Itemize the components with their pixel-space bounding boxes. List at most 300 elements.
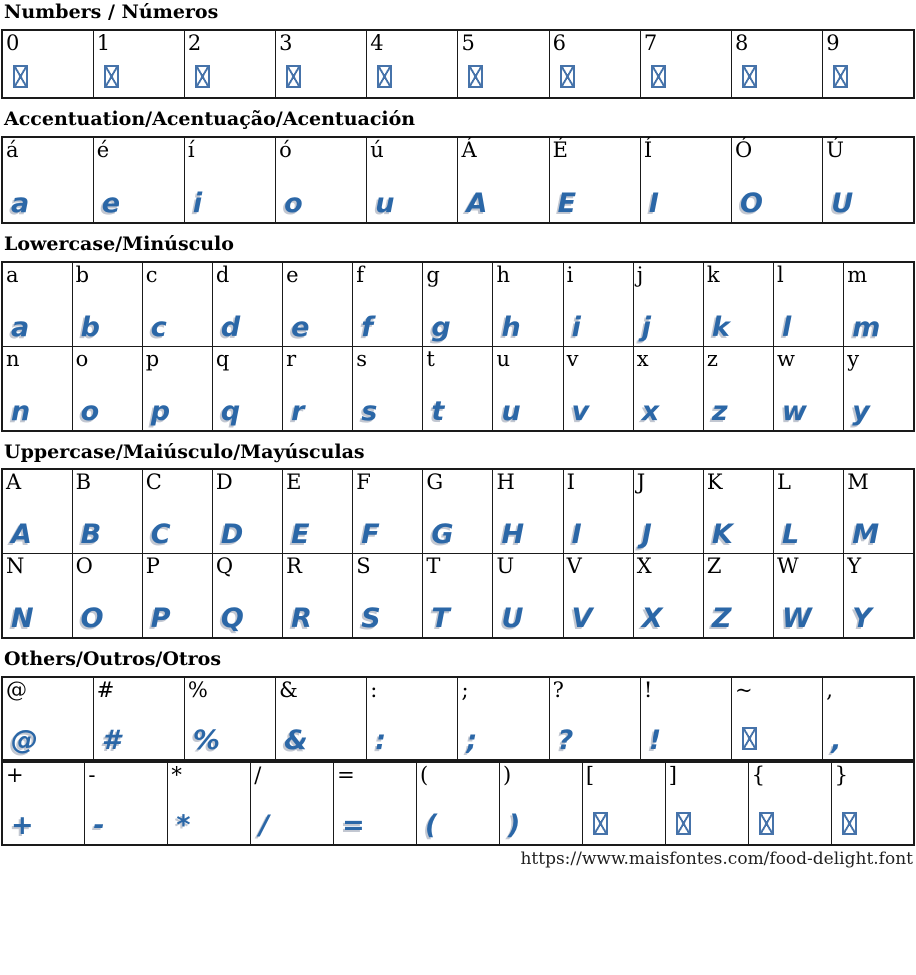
font-glyph: A [11,519,32,551]
glyph-cell [142,262,212,347]
font-glyph: z [711,395,728,427]
glyph-cell [748,762,831,845]
glyph-cell [640,30,731,98]
glyph-slot [823,65,848,97]
glyph-slot [276,65,301,97]
font-glyph: P [150,603,171,635]
glyph-cell [276,30,367,98]
glyph-cell [549,677,640,760]
reference-char: v [566,346,579,371]
missing-glyph-box-icon [593,812,608,835]
font-glyph: a [11,187,30,219]
glyph-cell [493,346,563,431]
glyph-cell [367,677,458,760]
glyph-row [2,30,914,98]
glyph-cell [633,346,703,431]
reference-char: d [215,262,230,287]
glyph-cell [774,469,844,554]
reference-char: E [286,470,302,495]
reference-char: Q [215,554,234,579]
font-glyph: : [375,725,387,757]
reference-char: ú [370,137,384,162]
glyph-cell [774,346,844,431]
glyph-cell [774,554,844,639]
glyph-row [2,762,914,845]
font-glyph: I [571,519,582,551]
font-glyph: - [93,810,105,842]
glyph-cell [2,469,72,554]
reference-char: Z [706,554,722,579]
font-glyph: @ [11,725,38,757]
reference-char: 5 [461,30,475,55]
glyph-cell [251,762,334,845]
font-glyph: , [831,725,842,757]
reference-char: x [636,346,649,371]
reference-char: 4 [370,30,384,55]
reference-char: K [706,470,723,495]
missing-glyph-box-icon [742,65,757,88]
reference-char: 9 [826,30,840,55]
font-glyph: m [852,311,881,343]
glyph-cell [212,262,282,347]
reference-char: H [496,470,515,495]
reference-char: / [254,763,262,788]
reference-char: F [356,470,371,495]
glyph-cell [184,677,275,760]
glyph-cell [353,554,423,639]
glyph-cell [549,137,640,223]
reference-char: W [777,554,799,579]
reference-char: S [356,554,371,579]
font-glyph: l [782,311,792,343]
reference-char: X [636,554,652,579]
reference-char: B [75,470,92,495]
glyph-cell [823,137,914,223]
font-glyph: v [571,395,590,427]
glyph-row [2,677,914,760]
glyph-cell [2,346,72,431]
glyph-cell [563,469,633,554]
glyph-cell [640,677,731,760]
section-uppercase [1,442,915,640]
font-glyph: ? [557,725,574,757]
missing-glyph-box-icon [468,65,483,88]
font-glyph: V [571,603,593,635]
font-glyph: J [641,519,652,551]
reference-char: V [566,554,582,579]
glyph-cell [283,554,353,639]
glyph-cell [640,137,731,223]
glyph-cell [276,677,367,760]
font-glyph: g [431,311,451,343]
font-glyph: B [80,519,102,551]
font-glyph: ( [425,810,438,842]
glyph-slot [732,65,757,97]
glyph-cell [2,554,72,639]
glyph-row [2,262,914,347]
glyph-cell [423,469,493,554]
reference-char: I [566,470,575,495]
missing-glyph-box-icon [195,65,210,88]
font-glyph: o [80,395,100,427]
font-glyph: y [852,395,870,427]
reference-char: é [96,137,110,162]
reference-char: A [6,470,22,495]
glyph-cell [93,677,184,760]
font-glyph: Z [711,603,732,635]
glyph-cell [844,346,914,431]
reference-char: Ó [735,137,753,162]
font-glyph: Y [852,603,872,635]
glyph-cell [276,137,367,223]
glyph-slot [3,65,28,97]
glyph-cell [844,262,914,347]
glyph-cell [2,762,85,845]
glyph-cell [844,469,914,554]
reference-char: h [496,262,511,287]
reference-char: ó [279,137,292,162]
reference-char: Ú [826,137,844,162]
glyph-cell [353,262,423,347]
glyph-slot [458,65,483,97]
glyph-cell [499,762,582,845]
reference-char: c [145,262,158,287]
glyph-cell [458,677,549,760]
uppercase-glyph-table [1,468,915,639]
reference-char: g [426,262,440,287]
glyph-slot [732,727,757,759]
reference-char: j [636,262,644,287]
missing-glyph-box-icon [13,65,28,88]
font-glyph: & [284,725,308,757]
numbers-table-container [1,29,915,99]
section-title-numbers: Numbers / Números [4,1,219,23]
font-glyph: / [259,810,270,842]
glyph-cell [423,262,493,347]
glyph-row [2,137,914,223]
glyph-cell [283,469,353,554]
glyph-cell [72,346,142,431]
others-glyph-table [1,676,915,761]
glyph-cell [563,262,633,347]
font-glyph: ! [648,725,662,757]
missing-glyph-box-icon [104,65,119,88]
reference-char: = [337,763,355,788]
glyph-cell [774,262,844,347]
glyph-cell [2,137,93,223]
reference-char: [ [585,763,595,788]
glyph-cell [212,554,282,639]
glyph-cell [142,469,212,554]
glyph-cell [831,762,914,845]
glyph-cell [184,30,275,98]
reference-char: J [636,470,646,495]
reference-char: + [6,763,24,788]
lowercase-glyph-table [1,261,915,432]
glyph-slot [185,65,210,97]
glyph-cell [493,262,563,347]
font-glyph: O [80,603,104,635]
font-glyph: x [641,395,660,427]
glyph-cell [703,346,773,431]
glyph-cell [703,262,773,347]
reference-char: b [75,262,90,287]
reference-char: ? [552,678,564,703]
accentuation-table-container [1,136,915,224]
reference-char: } [834,763,848,788]
font-glyph: ; [466,725,478,757]
reference-char: É [552,137,568,162]
font-glyph: N [11,603,34,635]
font-glyph: k [711,311,730,343]
reference-char: 6 [552,30,566,55]
font-glyph: I [648,187,659,219]
reference-char: * [171,763,182,788]
glyph-cell [72,262,142,347]
font-glyph: M [852,519,880,551]
glyph-cell [633,262,703,347]
reference-char: q [215,346,230,371]
glyph-slot [583,812,608,844]
glyph-slot [666,812,691,844]
font-glyph: j [641,311,652,343]
reference-char: { [751,763,766,788]
glyph-slot [367,65,392,97]
section-numbers [1,2,915,99]
glyph-row [2,346,914,431]
glyph-cell [633,554,703,639]
font-glyph: a [11,311,30,343]
glyph-cell [353,346,423,431]
reference-char: m [847,262,868,287]
reference-char: ! [643,678,653,703]
missing-glyph-box-icon [651,65,666,88]
glyph-cell [93,137,184,223]
reference-char: # [96,678,115,703]
glyph-cell [458,137,549,223]
glyph-cell [334,762,417,845]
reference-char: z [706,346,718,371]
glyph-cell [823,30,914,98]
missing-glyph-box-icon [377,65,392,88]
glyph-cell [72,469,142,554]
reference-char: - [88,763,96,788]
reference-char: á [6,137,19,162]
reference-char: í [187,137,195,162]
missing-glyph-box-icon [833,65,848,88]
font-glyph: H [501,519,525,551]
font-glyph: ) [507,810,521,842]
glyph-cell [549,30,640,98]
section-lowercase [1,234,915,432]
footer-url: https://www.maisfontes.com/food-delight.font [520,849,913,870]
font-glyph: Q [220,603,244,635]
glyph-cell [823,677,914,760]
glyph-cell [367,30,458,98]
reference-char: D [215,470,233,495]
font-glyph: O [740,187,763,219]
font-glyph: s [361,395,378,427]
section-title-others: Others/Outros/Otros [4,648,222,671]
glyph-cell [458,30,549,98]
reference-char: r [286,346,297,371]
glyph-cell [283,346,353,431]
font-glyph: u [501,395,521,427]
reference-char: t [426,346,435,371]
font-glyph: E [291,519,310,551]
font-glyph: p [150,395,171,427]
font-glyph: E [557,187,577,219]
glyph-slot [94,65,119,97]
glyph-cell [85,762,168,845]
glyph-cell [582,762,665,845]
glyph-cell [212,469,282,554]
reference-char: T [426,554,441,579]
glyph-cell [142,346,212,431]
font-glyph: F [361,519,380,551]
font-glyph: D [220,519,244,551]
reference-char: l [777,262,784,287]
glyph-cell [212,346,282,431]
glyph-cell [703,554,773,639]
font-glyph: e [101,187,120,219]
glyph-row [2,554,914,639]
section-others [1,649,915,846]
glyph-cell [184,137,275,223]
glyph-cell [423,346,493,431]
reference-char: 1 [96,30,111,55]
reference-char: w [777,346,796,371]
glyph-cell [423,554,493,639]
section-accentuation [1,109,915,224]
glyph-cell [732,677,823,760]
font-glyph: U [831,187,854,219]
font-glyph: + [11,810,34,842]
section-title-accentuation: Accentuation/Acentuação/Acentuación [4,107,416,130]
reference-char: 3 [279,30,293,55]
others-table-container [1,676,915,846]
font-glyph: t [431,395,445,427]
reference-char: f [356,262,364,287]
glyph-row [2,469,914,554]
glyph-cell [2,30,93,98]
missing-glyph-box-icon [742,727,757,750]
reference-char: ( [420,763,429,788]
reference-char: s [356,346,367,371]
glyph-cell [732,30,823,98]
font-glyph: U [501,603,524,635]
reference-char: 2 [187,30,202,55]
reference-char: C [145,470,162,495]
glyph-cell [417,762,500,845]
glyph-cell [703,469,773,554]
glyph-cell [633,469,703,554]
font-glyph: % [192,725,220,757]
reference-char: P [145,554,160,579]
reference-char: e [286,262,299,287]
font-glyph: # [101,725,121,757]
font-glyph: L [782,519,800,551]
reference-char: o [75,346,89,371]
reference-char: G [426,470,444,495]
font-glyph: f [361,311,373,343]
font-glyph: i [192,187,203,219]
glyph-cell [844,554,914,639]
missing-glyph-box-icon [759,812,774,835]
font-glyph: c [150,311,167,343]
reference-char: u [496,346,511,371]
font-glyph: o [284,187,303,219]
reference-char: M [847,470,869,495]
font-glyph: K [711,519,733,551]
reference-char: ) [502,763,512,788]
reference-char: n [6,346,20,371]
reference-char: ~ [735,678,753,703]
font-glyph: h [501,311,521,343]
font-glyph: X [641,603,663,635]
font-glyph: b [80,311,100,343]
reference-char: 0 [6,30,20,55]
glyph-cell [493,469,563,554]
font-glyph: q [220,395,241,427]
accentuation-glyph-table [1,136,915,224]
glyph-slot [641,65,666,97]
reference-char: @ [6,678,27,703]
reference-char: k [706,262,720,287]
reference-char: Á [461,137,477,162]
reference-char: p [145,346,160,371]
glyph-cell [665,762,748,845]
font-glyph: e [291,311,310,343]
font-glyph: R [291,603,312,635]
font-glyph: w [782,395,807,427]
glyph-cell [353,469,423,554]
glyph-cell [732,137,823,223]
glyph-cell [563,346,633,431]
glyph-cell [168,762,251,845]
font-glyph: G [431,519,454,551]
font-glyph: i [571,311,581,343]
reference-char: ; [461,678,469,703]
missing-glyph-box-icon [676,812,691,835]
reference-char: & [279,678,298,703]
glyph-cell [142,554,212,639]
font-glyph: S [361,603,381,635]
glyph-cell [367,137,458,223]
font-glyph: = [342,810,365,842]
font-glyph: W [782,603,812,635]
font-glyph: * [176,810,191,842]
glyph-slot [832,812,857,844]
font-glyph: A [466,187,488,219]
glyph-slot [749,812,774,844]
font-glyph: T [431,603,450,635]
reference-char: N [6,554,25,579]
glyph-cell [283,262,353,347]
reference-char: y [847,346,860,371]
font-glyph: r [291,395,305,427]
reference-char: , [826,678,833,703]
reference-char: 8 [735,30,749,55]
font-glyph: u [375,187,395,219]
missing-glyph-box-icon [286,65,301,88]
font-glyph: d [220,311,241,343]
glyph-slot [550,65,575,97]
reference-char: R [286,554,302,579]
font-glyph: C [150,519,171,551]
reference-char: 7 [643,30,658,55]
section-title-lowercase: Lowercase/Minúsculo [4,232,234,255]
